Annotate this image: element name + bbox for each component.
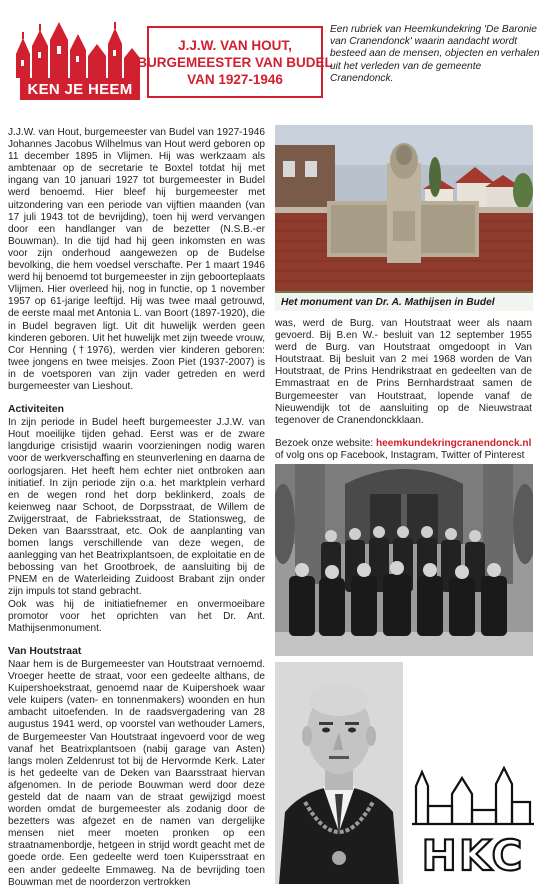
title-line-3: VAN 1927-1946 [187,71,283,87]
intro-paragraph: J.J.W. van Hout, burgemeester van Budel van 1927-1946 Johannes Jacobus Wilhelmus van Hout werd geboren op 11 december 1895 in Vlijmen. Hij was werkzaam als ambtenaar op de secretarie te Boxtel totdat hij met ingang van 10 januari 1927 tot burgemeester in Budel werd benoemd. Hier bleef hij burgemeester met uitzondering van een periode van vijftien maanden (van 17 juli 1943 tot de bevrijding), toen hij werd vervangen door een handlanger van de bezetter (N.S.B.-er Bouwman). In die tijd had hij geen inkomsten en was voor zijn onderhoud aangewezen op de Budelse bevolking, die hem voedsel verschafte. Per 1 maart 1946 werd hij benoemd tot burgemeester in zijn geboorteplaats Vlijmen. Hier overleed hij, nog in functie, op 1 november 1957 op 61-jarige leeftijd. Hij was twee maal getrouwd, de eerste maal met Antonia L. van Boort (1897-1920), die in Budel begraven ligt. Uit dit huwelijk werden geen kinderen geboren. Uit het huwelijk met zijn tweede vrouw, Cor Henning (†1976), werden vier kinderen geboren: twee jongens en twee meisjes. Zoon Piet (1937-2007) is in de voetsporen van zijn vader getreden en werd burgemeester van Lieshout. [8,127,265,392]
website-line [275,438,532,462]
street-heading: Van Houtstraat [8,645,82,657]
website-prefix: Bezoek onze website: [275,437,376,449]
rubric-text: Een rubriek van Heemkundekring 'De Baronie van Cranendonck' waarin aandacht wordt besteed aan de mensen, objecten en verhalen uit het verleden van de gemeente Cranendonck. [330,24,540,84]
logo-banner: KEN JE HEEM [20,78,140,100]
article-title-box [137,26,333,98]
website-suffix: of volg ons op Facebook, Instagram, Twitter of Pinterest [275,449,525,461]
hkc-logo [412,766,534,878]
activities-paragraph-2: Ook was hij de initiatiefnemer en onvermoeibare promotor voor het oprichten van het Dr. Ant. Mathijsenmonument. [8,598,265,634]
right-paragraph: was, werd de Burg. van Houtstraat weer als naam gevoerd. Bij B.en W.- besluit van 12 september 1955 werd de Burg. van Houtstraat omgedoopt in Van Houtstraat. Bij besluit van 2 mei 1968 worden de Van Houtstraat, de Prins Hendrikstraat en gedeelten van de Emmastraat en de Prins Bernhardstraat samen de Burgemeester van Houtstraat, lopende vanaf de Nieuwendijk tot de aansluiting op de Nieuwstraat tegenover de Cranendonckklaan. [275,318,532,426]
activities-paragraph: In zijn periode in Budel heeft burgemeester J.J.W. van Hout moeilijke tijden gehad. Eerst was er de zware langdurige crisistijd waarin voorzieningen nodig waren voor de werkverschaffing en steunverlening en daarna de oorlogsjaren. Het heeft hem echter niet ontbroken aan initiatief. In zijn periode zijn o.a. het marktplein verhard en de wegen rond het dorp beklinkerd, zoals de keienweg naar Schoot, de Dorpsstraat, de Willem de Zwijgerstraat, de Fabrieksstraat, de Stationsweg, de Deken van Baarsstraat, etc. Ook de aanplanting van bomen langs verschillende van deze wegen, de aanlegging van het Beatrixplantsoen, de exploitatie en de bebossing van het Grootbroek, de aansluiting bij de PNEM en de Waterleiding Zuidoost Brabant zijn onder zijn impuls tot stand gebracht. [8,417,265,598]
right-column [275,318,532,462]
monument-photo [275,125,533,311]
monument-caption: Het monument van Dr. A. Mathijsen in Budel [275,293,533,311]
portrait-illustration [275,662,403,884]
title-line-2: BURGEMEESTER VAN BUDEL [137,54,333,70]
street-paragraph: Naar hem is de Burgemeester van Houtstraat vernoemd. Vroeger heette de straat, voor een gedeelte althans, de Kuipershoekstraat, genoemd naar de Kuipershoek waar vele kuipers (vaten- en tonnenmakers) woonden en hun ambacht uitoefenden. In de raadsvergadering van 28 augustus 1941 werd, op voorstel van wethouder Lamers, de Burgemeester Van Houtstraat ingevoerd voor de weg vanaf het Beatrixplantsoen (nabij garage van Asten) langs molen Zeldenrust tot bij de Hervormde Kerk. Later is het gedeelte van de Deken van Baarsstraat hiervan afgenomen. In de periode Bouwman werd door deze gesteld dat de naam van de straat gewijzigd moest worden omdat de burgemeester als zodanig door de bezetters was afgezet en de namen van dergelijke mensen niet meer moeten pronken op een straatnamenbordje, hetgeen in strijd wordt geacht met de goede orde. Een gedeelte werd toen Kuipersstraat en een ander gedeelte Emmaweg. Na de bevrijding toen Bouwman met de noorderzon vertrokken [8,658,265,888]
article-header [0,0,548,104]
towers-icon [10,20,148,78]
monument-illustration [275,125,533,311]
group-photo-illustration [275,464,533,656]
ken-je-heem-logo [10,20,148,100]
website-link[interactable]: heemkundekringcranendonck.nl [376,437,532,449]
activities-heading: Activiteiten [8,404,65,416]
left-column [8,127,265,894]
hkc-letters: HKC [421,831,525,878]
group-photo [275,464,533,656]
title-line-1: J.J.W. VAN HOUT, [178,37,292,53]
portrait-photo [275,662,403,884]
